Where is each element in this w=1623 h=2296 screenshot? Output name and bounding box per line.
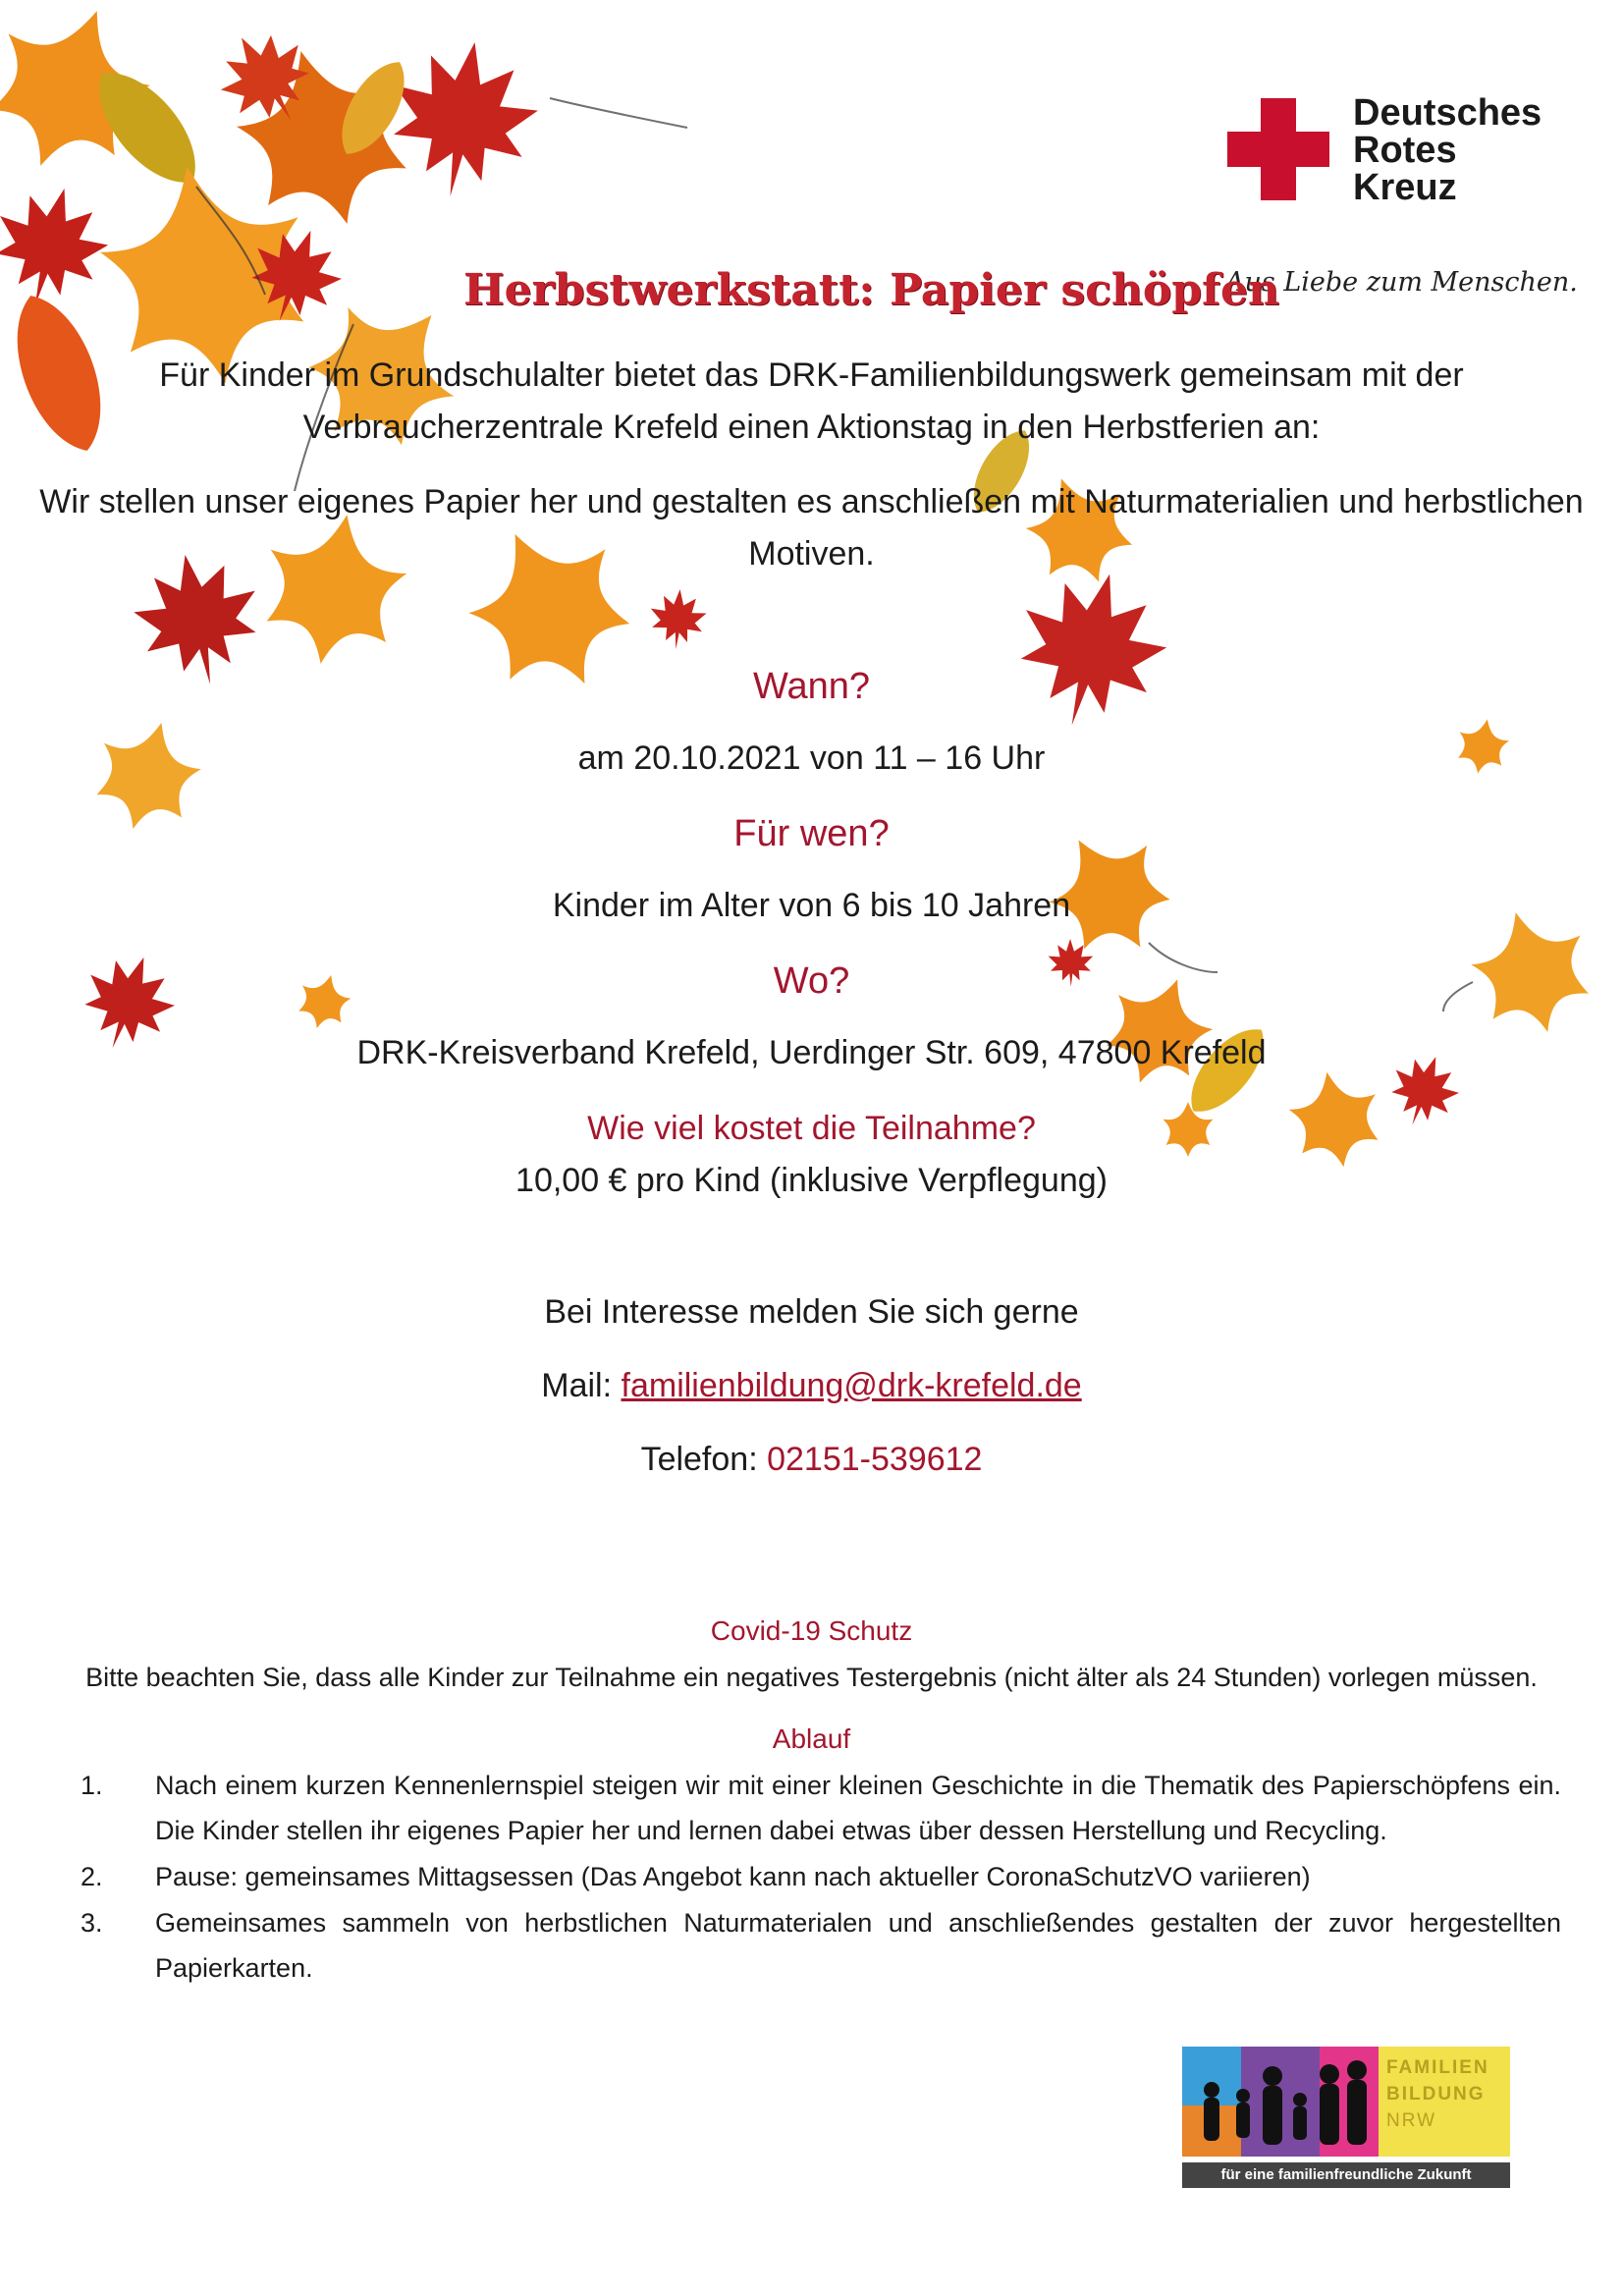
when-text: am 20.10.2021 von 11 – 16 Uhr (577, 739, 1046, 777)
drk-line3: Kreuz (1353, 167, 1457, 208)
phone-label: Telefon: (640, 1441, 758, 1478)
schedule-item-3-text: Gemeinsames sammeln von herbstlichen Naturmaterialen und anschließendes gestalten der zuvor hergestellten Papierkarten. (155, 1908, 1561, 1983)
fb-tagline: für eine familienfreundliche Zukunft (1182, 2162, 1510, 2188)
mail-label: Mail: (541, 1367, 613, 1404)
cost-text: 10,00 € pro Kind (inklusive Verpflegung) (515, 1162, 1108, 1199)
schedule-item-2-text: Pause: gemeinsames Mittagsessen (Das Angebot kann nach aktueller CoronaSchutzVO variieren) (155, 1862, 1311, 1891)
where-heading: Wo? (773, 960, 850, 1002)
schedule-item-1-num: 1. (81, 1771, 103, 1800)
fb-line2: BILDUNG (1386, 2084, 1486, 2105)
covid-text: Bitte beachten Sie, dass alle Kinder zur Teilnahme ein negatives Testergebnis (nicht älter als 24 Stunden) vorlegen müssen. (85, 1663, 1538, 1692)
drk-line2: Rotes (1353, 130, 1457, 171)
schedule-item-1 (81, 1763, 1561, 1853)
for-whom-text: Kinder im Alter von 6 bis 10 Jahren (552, 887, 1071, 924)
intro-line-4: Motiven. (748, 535, 875, 573)
drk-logo-name (1353, 94, 1542, 206)
intro-line-2: Verbraucherzentrale Krefeld einen Aktionstag in den Herbstferien an: (302, 409, 1321, 446)
for-whom-heading: Für wen? (733, 813, 890, 854)
mail-link[interactable]: familienbildung@drk-krefeld.de (621, 1367, 1082, 1404)
red-cross-icon (1227, 98, 1329, 200)
drk-line1: Deutsches (1353, 92, 1542, 134)
cost-heading: Wie viel kostet die Teilnahme? (587, 1110, 1036, 1147)
schedule-item-3 (81, 1900, 1561, 1991)
drk-slogan: Aus Liebe zum Menschen. (1225, 267, 1578, 298)
page-title: Herbstwerkstatt: Papier schöpfen (463, 265, 1279, 315)
intro-line-3: Wir stellen unser eigenes Papier her und gestalten es anschließen mit Naturmaterialien und herbstlichen (39, 483, 1584, 520)
schedule-item-2 (81, 1854, 1561, 1899)
schedule-heading: Ablauf (772, 1723, 851, 1754)
where-text: DRK-Kreisverband Krefeld, Uerdinger Str. 609, 47800 Krefeld (356, 1034, 1267, 1071)
phone-number[interactable]: 02151-539612 (767, 1441, 983, 1478)
intro-line-1: Für Kinder im Grundschulalter bietet das DRK-Familienbildungswerk gemeinsam mit der (159, 356, 1464, 394)
schedule-item-1-text: Nach einem kurzen Kennenlernspiel steigen wir mit einer kleinen Geschichte in die Thematik des Papierschöpfens ein. Die Kinder stellen ihr eigenes Papier her und lernen dabei etwas über dessen Herstellung und Recycling. (155, 1771, 1561, 1845)
familienbildung-logo (1182, 2047, 1510, 2196)
phone-line (0, 1441, 1623, 1479)
mail-line (0, 1367, 1623, 1405)
fb-line3: NRW (1386, 2110, 1437, 2131)
schedule-item-2-num: 2. (81, 1862, 103, 1891)
fb-line1: FAMILIEN (1386, 2057, 1489, 2078)
covid-heading: Covid-19 Schutz (710, 1615, 913, 1646)
when-heading: Wann? (753, 666, 870, 707)
schedule-item-3-num: 3. (81, 1908, 103, 1938)
interest-text: Bei Interesse melden Sie sich gerne (544, 1293, 1079, 1331)
